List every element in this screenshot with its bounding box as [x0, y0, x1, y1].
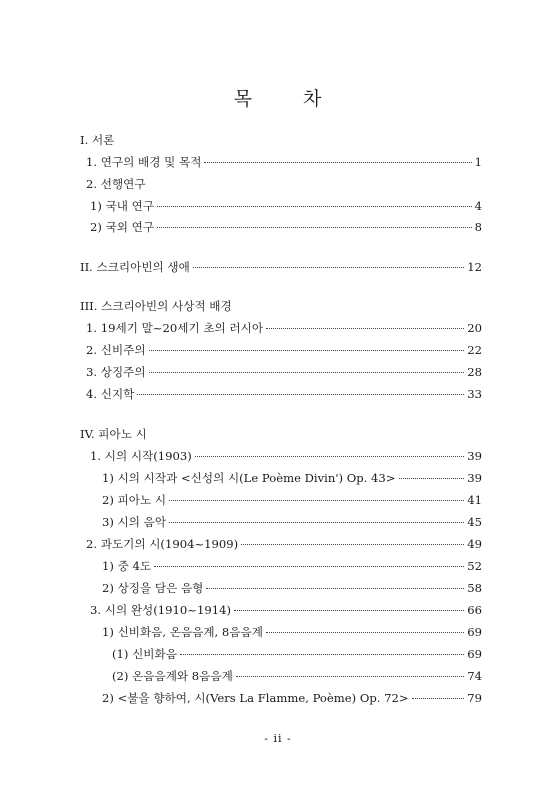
toc-row-page: 22: [467, 343, 482, 357]
toc-row-page: 45: [467, 515, 482, 529]
toc-row-page: 66: [467, 603, 482, 617]
dot-leader: [206, 588, 464, 589]
dot-leader: [157, 227, 472, 228]
dot-leader: [412, 698, 465, 699]
dot-leader: [149, 350, 465, 351]
toc-row-page: 52: [467, 559, 482, 573]
toc-row-label: 2. 과도기의 시(1904~1909): [86, 537, 239, 551]
toc-row-label: 2. 신비주의: [86, 343, 146, 357]
toc-row[interactable]: [102, 558, 482, 574]
dot-leader: [266, 328, 464, 329]
toc-row-label: 1) 시의 시작과 <신성의 시(Le Poème Divin') Op. 43>: [102, 471, 396, 485]
toc-row-label: 1) 신비화음, 온음음계, 8음음계: [102, 625, 263, 639]
toc-row-page: 8: [474, 220, 482, 234]
dot-leader: [154, 566, 464, 567]
toc-row-label: (2) 온음음계와 8음음계: [112, 669, 233, 683]
toc-row[interactable]: [86, 386, 482, 402]
toc-row-page: 33: [467, 387, 482, 401]
toc-row[interactable]: [86, 536, 482, 552]
toc-heading-introduction: I. 서론: [80, 133, 115, 147]
toc-row-label: 1. 19세기 말~20세기 초의 러시아: [86, 321, 264, 335]
dot-leader: [180, 654, 464, 655]
dot-leader: [399, 478, 465, 479]
toc-heading-ideological-background: III. 스크리아빈의 사상적 배경: [80, 299, 232, 313]
toc-row-page: 39: [467, 471, 482, 485]
dot-leader: [149, 372, 465, 373]
toc-row[interactable]: [102, 624, 482, 640]
toc-row[interactable]: [102, 470, 482, 486]
title-left: 목: [233, 88, 253, 110]
toc-row-page: 39: [467, 449, 482, 463]
toc-row-page: 28: [467, 365, 482, 379]
toc-row-page: 4: [474, 199, 482, 213]
dot-leader: [234, 610, 464, 611]
toc-row-label: 1) 국내 연구: [90, 199, 155, 213]
toc-row-page: 41: [467, 493, 482, 507]
dot-leader: [169, 500, 464, 501]
dot-leader: [241, 544, 464, 545]
toc-row-label: 2) <불을 향하여, 시(Vers La Flamme, Poème) Op. 72>: [102, 691, 409, 705]
toc-row[interactable]: [112, 646, 482, 662]
toc-row-label: 2) 국외 연구: [90, 220, 155, 234]
toc-row[interactable]: [102, 514, 482, 530]
toc-row[interactable]: [102, 580, 482, 596]
toc-row[interactable]: [102, 492, 482, 508]
toc-row[interactable]: [90, 602, 482, 618]
dot-leader: [204, 162, 471, 163]
toc-row-page: 74: [467, 669, 482, 683]
toc-row-label: 1. 시의 시작(1903): [90, 449, 192, 463]
toc-row[interactable]: [102, 690, 482, 706]
toc-row[interactable]: [86, 342, 482, 358]
dot-leader: [266, 632, 464, 633]
toc-row[interactable]: [90, 448, 482, 464]
page-number: - ii -: [264, 732, 292, 745]
toc-row[interactable]: [90, 219, 482, 235]
dot-leader: [195, 456, 464, 457]
toc-row[interactable]: [86, 364, 482, 380]
toc-row[interactable]: [80, 259, 482, 275]
toc-row[interactable]: [86, 154, 482, 170]
toc-row-page: 20: [467, 321, 482, 335]
toc-row[interactable]: [90, 198, 482, 214]
toc-row-page: 69: [467, 647, 482, 661]
toc-row[interactable]: [112, 668, 482, 684]
toc-row-label: 4. 신지학: [86, 387, 135, 401]
toc-row-label: 1. 연구의 배경 및 목적: [86, 155, 202, 169]
dot-leader: [236, 676, 464, 677]
toc-row-label: 1) 중 4도: [102, 559, 152, 573]
toc-row-page: 79: [467, 691, 482, 705]
toc-row-page: 49: [467, 537, 482, 551]
toc-row-page: 58: [467, 581, 482, 595]
toc-row-label: 2) 상징을 담은 음형: [102, 581, 204, 595]
dot-leader: [157, 206, 472, 207]
dot-leader: [169, 522, 464, 523]
toc-row-label: 3. 상징주의: [86, 365, 146, 379]
toc-row-label: 3) 시의 음악: [102, 515, 167, 529]
toc-row-label: (1) 신비화음: [112, 647, 177, 661]
toc-heading-piano-poem: IV. 피아노 시: [80, 427, 147, 441]
dot-leader: [193, 267, 464, 268]
toc-row-page: 69: [467, 625, 482, 639]
dot-leader: [137, 394, 464, 395]
toc-row[interactable]: [86, 320, 482, 336]
toc-row-label: II. 스크리아빈의 생애: [80, 260, 190, 274]
toc-heading-prior-research: 2. 선행연구: [86, 177, 146, 191]
toc-row-label: 2) 피아노 시: [102, 493, 167, 507]
toc-row-page: 12: [467, 260, 482, 274]
title-right: 차: [303, 88, 323, 110]
toc-row-label: 3. 시의 완성(1910~1914): [90, 603, 232, 617]
toc-row-page: 1: [474, 155, 482, 169]
